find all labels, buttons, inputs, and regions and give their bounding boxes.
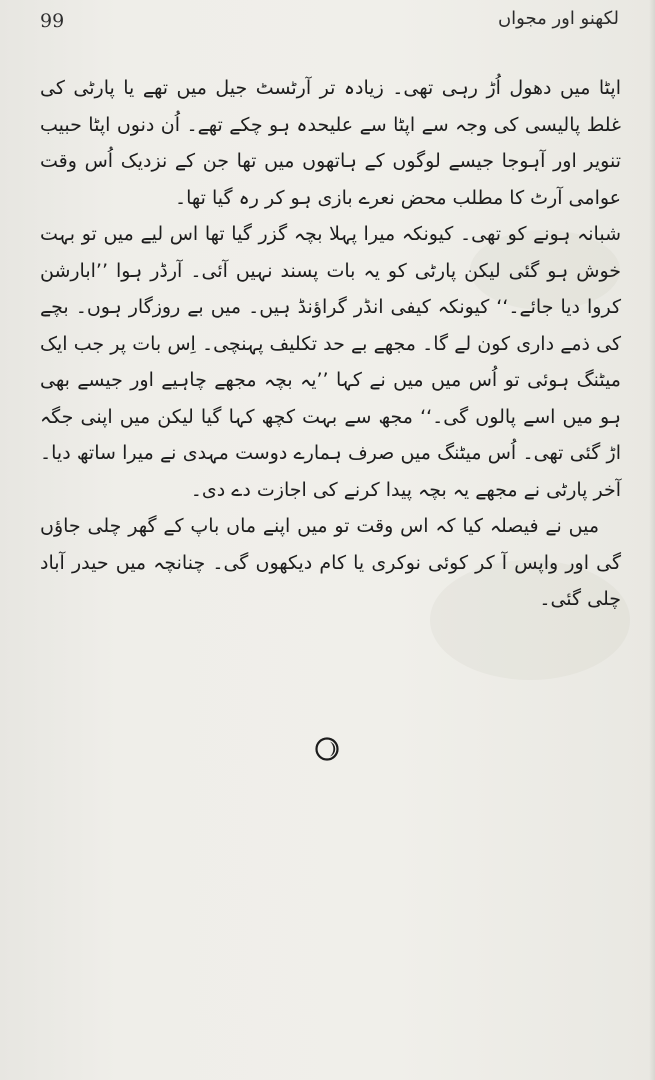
page-header [40, 8, 619, 40]
page-body [40, 70, 621, 618]
page-number: 99 [40, 10, 65, 32]
running-title: لکھنو اور مجواں [497, 8, 619, 29]
paragraph: اپٹا میں دھول اُڑ رہی تھی۔ زیادہ تر آرٹسٹ جیل میں تھے یا پارٹی کی غلط پالیسی کی وجہ سے اپٹا سے علیحدہ ہو چکے تھے۔ اُن دنوں اپٹا حبیب تنویر اور آہوجا جیسے لوگوں کے ہاتھوں میں تھا جن کے نزدیک اُس وقت عوامی آرٹ کا مطلب محض نعرے بازی ہو کر رہ گیا تھا۔ [40, 77, 621, 209]
crescent-ornament-icon [314, 736, 340, 762]
paragraph: شبانہ ہونے کو تھی۔ کیونکہ میرا پہلا بچہ گزر گیا تھا اس لیے میں تو بہت خوش ہو گئی لیکن پارٹی کو یہ بات پسند نہیں آئی۔ آرڈر ہوا ’’ابارشن کروا دیا جائے۔‘‘ کیونکہ کیفی انڈر گراؤنڈ ہیں۔ میں بے روزگار ہوں۔ بچے کی ذمے داری کون لے گا۔ مجھے بے حد تکلیف پہنچی۔ اِس بات پر جب ایک میٹنگ ہوئی تو اُس میں میں نے کہا ’’یہ بچہ مجھے چاہیے اور جیسے بھی ہو میں اسے پالوں گی۔‘‘ مجھ سے بہت کچھ کہا گیا لیکن میں اپنی جگہ اڑ گئی تھی۔ اُس میٹنگ میں صرف ہمارے دوست مہدی نے میرا ساتھ دیا۔ آخر پارٹی نے مجھے یہ بچہ پیدا کرنے کی اجازت دے دی۔ [40, 223, 621, 501]
paragraph: میں نے فیصلہ کیا کہ اس وقت تو میں اپنے ماں باپ کے گھر چلی جاؤں گی اور واپس آ کر کوئی نوکری یا کام دیکھوں گی۔ چنانچہ میں حیدر آباد چلی گئی۔ [40, 515, 621, 610]
